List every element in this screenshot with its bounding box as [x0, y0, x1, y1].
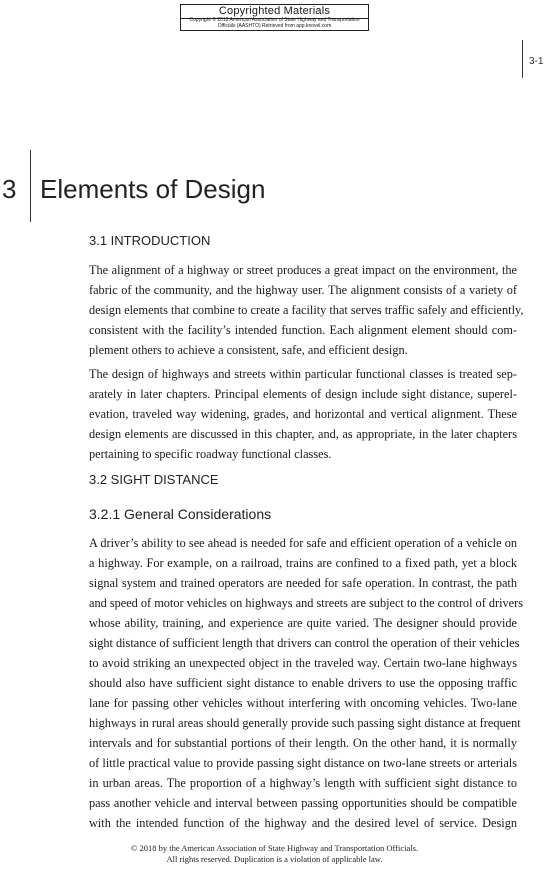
subsection-heading-general-considerations: 3.2.1 General Considerations: [89, 506, 272, 522]
stamp-divider: [180, 18, 369, 19]
text-line: whose ability, training, and experience are quite varied. The designer should provide: [89, 616, 517, 630]
text-line: lane for passing other vehicles without interfering with oncoming vehicles. Two-lane: [89, 696, 517, 710]
text-line: pertaining to specific roadway functional classes.: [89, 447, 332, 461]
text-line: A driver’s ability to see ahead is needed for safe and efficient operation of a vehicle on: [89, 536, 517, 550]
text-line: design elements are discussed in this chapter, and, as appropriate, in the later chapters: [89, 427, 517, 441]
chapter-number: 3: [2, 174, 17, 204]
text-line: to avoid striking an unexpected object in the traveled way. Certain two-lane highways: [89, 656, 517, 670]
text-line: The design of highways and streets within particular functional classes is treated sep-: [89, 367, 517, 381]
text-line: a highway. For example, on a railroad, trains are confined to a fixed path, yet a block: [89, 556, 517, 570]
stamp-line-2: Officials (AASHTO) Retrieved from app.knovel.com: [217, 23, 332, 29]
footer-copyright: © 2018 by the American Association of State Highway and Transportation Officials.: [130, 843, 419, 853]
chapter-divider: [30, 150, 31, 222]
page-footer: [0, 843, 549, 865]
text-line: evation, traveled way widening, grades, and horizontal and vertical alignment. These: [89, 407, 517, 421]
text-line: in urban areas. The proportion of a highway’s length with sufficient sight distance to: [89, 776, 517, 790]
stamp-title: Copyrighted Materials: [218, 5, 331, 17]
page-number: 3-1: [529, 56, 544, 67]
text-line: The alignment of a highway or street produces a great impact on the environment, the: [89, 263, 517, 277]
paragraph-introduction-1: [89, 260, 524, 360]
stamp-line-1: Copyright © 2018 American Association of State Highway and Transportation: [189, 17, 360, 23]
text-line: of little practical value to provide passing sight distance on two-lane streets or arterials: [89, 756, 517, 770]
text-line: sight distance of sufficient length that drivers can control the operation of their vehicles: [89, 636, 520, 650]
text-line: plement others to achieve a consistent, safe, and efficient design.: [89, 343, 408, 357]
text-line: design elements that combine to create a facility that serves traffic safely and efficiently,: [89, 303, 524, 317]
text-line: highways in rural areas should generally provide such passing sight distance at frequent: [89, 716, 521, 730]
paragraph-general-considerations: [89, 533, 524, 833]
text-line: with the intended function of the highway and the desired level of service. Design: [89, 816, 517, 830]
text-line: fabric of the community, and the highway user. The alignment consists of a variety of: [89, 283, 517, 297]
text-line: signal system and trained operators are needed for safe operation. In contrast, the path: [89, 576, 517, 590]
text-line: and speed of motor vehicles on highways and streets are subject to the control of drivers: [89, 596, 524, 610]
text-line: should also have sufficient sight distance to enable drivers to use the opposing traffic: [89, 676, 517, 690]
footer-rights: All rights reserved. Duplication is a violation of applicable law.: [166, 854, 383, 864]
text-line: consistent with the facility’s intended function. Each alignment element should com-: [89, 323, 517, 337]
text-line: pass another vehicle and interval between passing opportunities should be compatible: [89, 796, 517, 810]
paragraph-introduction-2: [89, 364, 517, 464]
text-line: arately in later chapters. Principal elements of design include sight distance, superel-: [89, 387, 517, 401]
section-heading-sight-distance: 3.2 SIGHT DISTANCE: [89, 472, 219, 487]
text-line: intervals and for substantial portions of their length. On the other hand, it is normally: [89, 736, 517, 750]
section-heading-introduction: 3.1 INTRODUCTION: [89, 233, 211, 248]
chapter-title: Elements of Design: [40, 174, 266, 204]
page-number-rule: [522, 40, 523, 78]
